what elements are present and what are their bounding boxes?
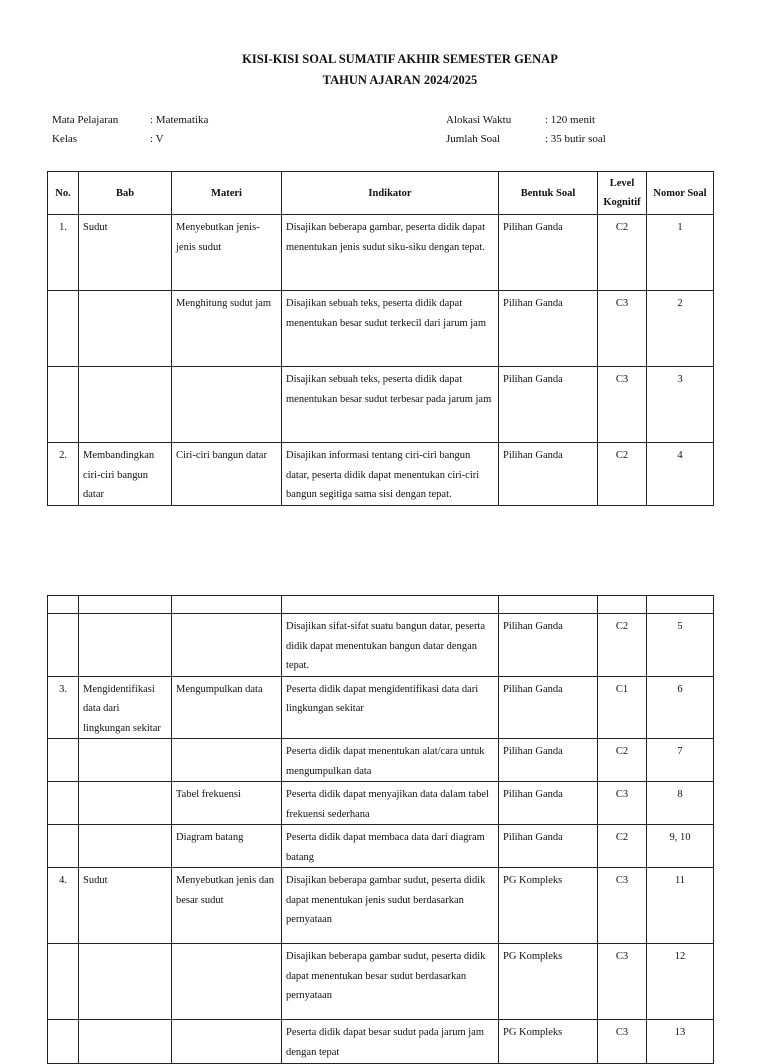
cell-indikator: Disajikan sebuah teks, peserta didik dapat menentukan besar sudut terbesar pada jarum jam	[282, 367, 499, 443]
cell-no	[48, 367, 79, 443]
cell-materi	[172, 739, 282, 782]
cell-no	[48, 614, 79, 677]
table-row	[48, 825, 714, 868]
cell-nomor: 11	[647, 868, 714, 944]
cell-bab	[79, 367, 172, 443]
cell-level: C3	[598, 782, 647, 825]
cell-empty	[282, 596, 499, 614]
cell-bab	[79, 825, 172, 868]
cell-bentuk-soal: PG Kompleks	[499, 1020, 598, 1064]
table-row	[48, 614, 714, 677]
header-nomor-soal: Nomor Soal	[647, 172, 714, 215]
cell-level: C3	[598, 367, 647, 443]
cell-indikator: Peserta didik dapat membaca data dari diagram batang	[282, 825, 499, 868]
cell-materi: Mengumpulkan data	[172, 676, 282, 739]
cell-materi: Ciri-ciri bangun datar	[172, 443, 282, 506]
kisi-kisi-table-page-2	[47, 595, 714, 1064]
table-row	[48, 944, 714, 1020]
cell-bab: Sudut	[79, 215, 172, 291]
cell-no	[48, 782, 79, 825]
cell-bab	[79, 739, 172, 782]
header-level-kognitif: Level Kognitif	[598, 172, 647, 215]
table-header-row	[48, 172, 714, 215]
cell-bab	[79, 614, 172, 677]
cell-bentuk-soal: PG Kompleks	[499, 944, 598, 1020]
cell-no	[48, 1020, 79, 1064]
cell-bab	[79, 944, 172, 1020]
kisi-kisi-table-page-1	[47, 171, 714, 506]
header-bentuk-soal: Bentuk Soal	[499, 172, 598, 215]
cell-indikator: Peserta didik dapat menyajikan data dalam tabel frekuensi sederhana	[282, 782, 499, 825]
cell-bab	[79, 291, 172, 367]
cell-bab: Mengidentifikasi data dari lingkungan sekitar	[79, 676, 172, 739]
class-label: Kelas	[52, 133, 78, 145]
cell-indikator: Disajikan beberapa gambar, peserta didik dapat menentukan jenis sudut siku-siku dengan tepat.	[282, 215, 499, 291]
cell-no: 1.	[48, 215, 79, 291]
table-row	[48, 739, 714, 782]
cell-no	[48, 739, 79, 782]
cell-nomor: 12	[647, 944, 714, 1020]
cell-bab: Membandingkan ciri-ciri bangun datar	[79, 443, 172, 506]
cell-level: C2	[598, 215, 647, 291]
table-repeat-header-row	[48, 596, 714, 614]
table-row	[48, 215, 714, 291]
header-materi: Materi	[172, 172, 282, 215]
cell-materi: Menyebutkan jenis dan besar sudut	[172, 868, 282, 944]
cell-indikator: Disajikan beberapa gambar sudut, peserta didik dapat menentukan besar sudut berdasarkan pernyataan	[282, 944, 499, 1020]
cell-bentuk-soal: Pilihan Ganda	[499, 614, 598, 677]
cell-materi: Tabel frekuensi	[172, 782, 282, 825]
cell-bentuk-soal: Pilihan Ganda	[499, 676, 598, 739]
subject-label: Mata Pelajaran	[52, 114, 119, 126]
table-row	[48, 676, 714, 739]
cell-no	[48, 944, 79, 1020]
cell-materi	[172, 1020, 282, 1064]
cell-level: C3	[598, 868, 647, 944]
cell-materi	[172, 944, 282, 1020]
cell-nomor: 9, 10	[647, 825, 714, 868]
cell-no: 3.	[48, 676, 79, 739]
cell-level: C3	[598, 944, 647, 1020]
cell-level: C2	[598, 739, 647, 782]
count-value: : 35 butir soal	[545, 133, 606, 145]
table-row	[48, 1020, 714, 1064]
count-label: Jumlah Soal	[446, 133, 501, 145]
cell-nomor: 5	[647, 614, 714, 677]
cell-bentuk-soal: Pilihan Ganda	[499, 367, 598, 443]
cell-empty	[499, 596, 598, 614]
cell-nomor: 8	[647, 782, 714, 825]
cell-no	[48, 291, 79, 367]
cell-indikator: Disajikan informasi tentang ciri-ciri bangun datar, peserta didik dapat menentukan ciri-ciri bangun segitiga sama sisi dengan tepat.	[282, 443, 499, 506]
cell-materi: Menyebutkan jenis-jenis sudut	[172, 215, 282, 291]
cell-empty	[79, 596, 172, 614]
cell-level: C3	[598, 291, 647, 367]
table-row	[48, 443, 714, 506]
header-bab: Bab	[79, 172, 172, 215]
cell-level: C2	[598, 443, 647, 506]
cell-nomor: 3	[647, 367, 714, 443]
cell-no: 2.	[48, 443, 79, 506]
cell-nomor: 7	[647, 739, 714, 782]
cell-bentuk-soal: Pilihan Ganda	[499, 739, 598, 782]
cell-no: 4.	[48, 868, 79, 944]
cell-level: C3	[598, 1020, 647, 1064]
document-subtitle: TAHUN AJARAN 2024/2025	[322, 73, 478, 87]
cell-materi: Menghitung sudut jam	[172, 291, 282, 367]
cell-empty	[647, 596, 714, 614]
header-indikator: Indikator	[282, 172, 499, 215]
table-row	[48, 782, 714, 825]
cell-nomor: 13	[647, 1020, 714, 1064]
cell-indikator: Disajikan sebuah teks, peserta didik dapat menentukan besar sudut terkecil dari jarum jam	[282, 291, 499, 367]
cell-materi	[172, 614, 282, 677]
document-title: KISI-KISI SOAL SUMATIF AKHIR SEMESTER GENAP	[242, 52, 558, 66]
cell-nomor: 4	[647, 443, 714, 506]
cell-indikator: Disajikan beberapa gambar sudut, peserta didik dapat menentukan jenis sudut berdasarkan pernyataan	[282, 868, 499, 944]
cell-indikator: Peserta didik dapat menentukan alat/cara untuk mengumpulkan data	[282, 739, 499, 782]
cell-indikator: Disajikan sifat-sifat suatu bangun datar, peserta didik dapat menentukan bangun datar dengan tepat.	[282, 614, 499, 677]
cell-bentuk-soal: PG Kompleks	[499, 868, 598, 944]
table-row	[48, 367, 714, 443]
cell-bentuk-soal: Pilihan Ganda	[499, 782, 598, 825]
cell-indikator: Peserta didik dapat mengidentifikasi data dari lingkungan sekitar	[282, 676, 499, 739]
cell-bab: Sudut	[79, 868, 172, 944]
class-value: : V	[150, 133, 164, 145]
table-row	[48, 868, 714, 944]
cell-bentuk-soal: Pilihan Ganda	[499, 291, 598, 367]
time-label: Alokasi Waktu	[446, 114, 512, 126]
header-no: No.	[48, 172, 79, 215]
cell-level: C2	[598, 614, 647, 677]
cell-empty	[48, 596, 79, 614]
cell-nomor: 2	[647, 291, 714, 367]
cell-indikator: Peserta didik dapat besar sudut pada jarum jam dengan tepat	[282, 1020, 499, 1064]
cell-bentuk-soal: Pilihan Ganda	[499, 443, 598, 506]
cell-level: C2	[598, 825, 647, 868]
cell-empty	[172, 596, 282, 614]
cell-empty	[598, 596, 647, 614]
table-row	[48, 291, 714, 367]
cell-no	[48, 825, 79, 868]
cell-materi	[172, 367, 282, 443]
cell-bab	[79, 782, 172, 825]
cell-bab	[79, 1020, 172, 1064]
cell-nomor: 1	[647, 215, 714, 291]
cell-bentuk-soal: Pilihan Ganda	[499, 215, 598, 291]
time-value: : 120 menit	[545, 114, 596, 126]
cell-materi: Diagram batang	[172, 825, 282, 868]
subject-value: : Matematika	[150, 114, 209, 126]
cell-level: C1	[598, 676, 647, 739]
cell-bentuk-soal: Pilihan Ganda	[499, 825, 598, 868]
cell-nomor: 6	[647, 676, 714, 739]
